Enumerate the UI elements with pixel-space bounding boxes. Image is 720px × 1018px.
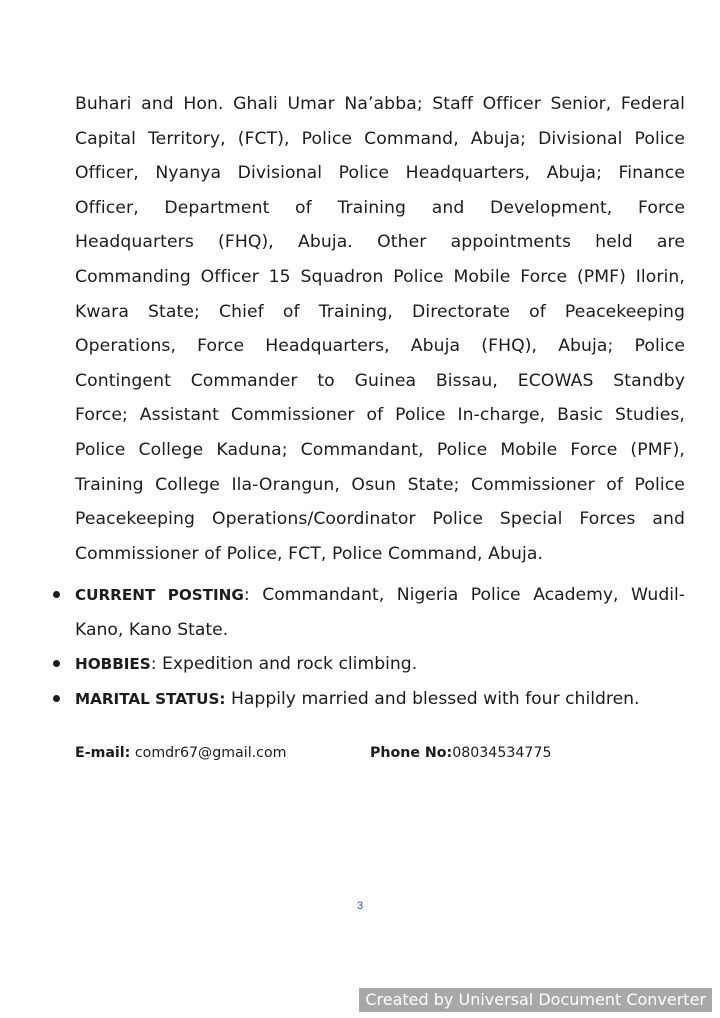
current-posting-value: : Commandant, Nigeria Police Academy, Wudil- bbox=[243, 585, 685, 605]
hobbies-value: : Expedition and rock climbing. bbox=[150, 654, 418, 675]
current-posting-label: CURRENT POSTING bbox=[75, 586, 244, 604]
email-value: comdr67@gmail.com bbox=[130, 745, 287, 761]
email-label: E-mail: bbox=[75, 745, 131, 761]
phone-label: Phone No: bbox=[370, 745, 453, 761]
paragraph-line: Police College Kaduna; Commandant, Police Mobile Force (PMF), bbox=[75, 439, 685, 460]
list-item-hobbies bbox=[50, 647, 690, 682]
paragraph-line: Officer, Nyanya Divisional Police Headquarters, Abuja; Finance bbox=[75, 163, 685, 184]
career-paragraph bbox=[75, 87, 685, 571]
bullet-icon bbox=[53, 591, 60, 598]
paragraph-line: Kwara State; Chief of Training, Directorate of Peacekeeping bbox=[75, 301, 685, 322]
phone-field bbox=[370, 742, 552, 764]
paragraph-line: Operations, Force Headquarters, Abuja (FHQ), Abuja; Police bbox=[75, 336, 685, 357]
current-posting-value-cont: Kano, Kano State. bbox=[75, 619, 229, 640]
paragraph-line: Commanding Officer 15 Squadron Police Mobile Force (PMF) Ilorin, bbox=[75, 266, 685, 287]
bullet-icon bbox=[53, 660, 60, 667]
bullet-list bbox=[50, 578, 690, 716]
phone-value: 08034534775 bbox=[452, 745, 552, 761]
bullet-icon bbox=[53, 695, 60, 702]
watermark-label: Created by Universal Document Converter bbox=[359, 988, 712, 1012]
contact-line bbox=[75, 742, 635, 764]
email-field bbox=[75, 742, 286, 764]
paragraph-line: Capital Territory, (FCT), Police Command, Abuja; Divisional Police bbox=[75, 128, 685, 149]
page-number: 3 bbox=[356, 900, 364, 912]
marital-status-label: MARITAL STATUS: bbox=[75, 689, 226, 708]
paragraph-line: Peacekeeping Operations/Coordinator Police Special Forces and bbox=[75, 509, 685, 530]
paragraph-line: Training College Ila-Orangun, Osun State; Commissioner of Police bbox=[75, 474, 685, 495]
list-item-current-posting bbox=[50, 578, 690, 647]
paragraph-line: Contingent Commander to Guinea Bissau, ECOWAS Standby bbox=[75, 370, 685, 391]
hobbies-label: HOBBIES bbox=[75, 655, 151, 674]
paragraph-line: Buhari and Hon. Ghali Umar Na’abba; Staff Officer Senior, Federal bbox=[75, 94, 685, 114]
paragraph-line: Headquarters (FHQ), Abuja. Other appointments held are bbox=[75, 232, 685, 253]
list-item-marital-status bbox=[50, 682, 690, 717]
paragraph-line: Officer, Department of Training and Development, Force bbox=[75, 197, 685, 218]
paragraph-line: Commissioner of Police, FCT, Police Command, Abuja. bbox=[75, 543, 544, 564]
paragraph-line: Force; Assistant Commissioner of Police In-charge, Basic Studies, bbox=[75, 405, 685, 426]
marital-status-value: Happily married and blessed with four children. bbox=[225, 688, 640, 709]
